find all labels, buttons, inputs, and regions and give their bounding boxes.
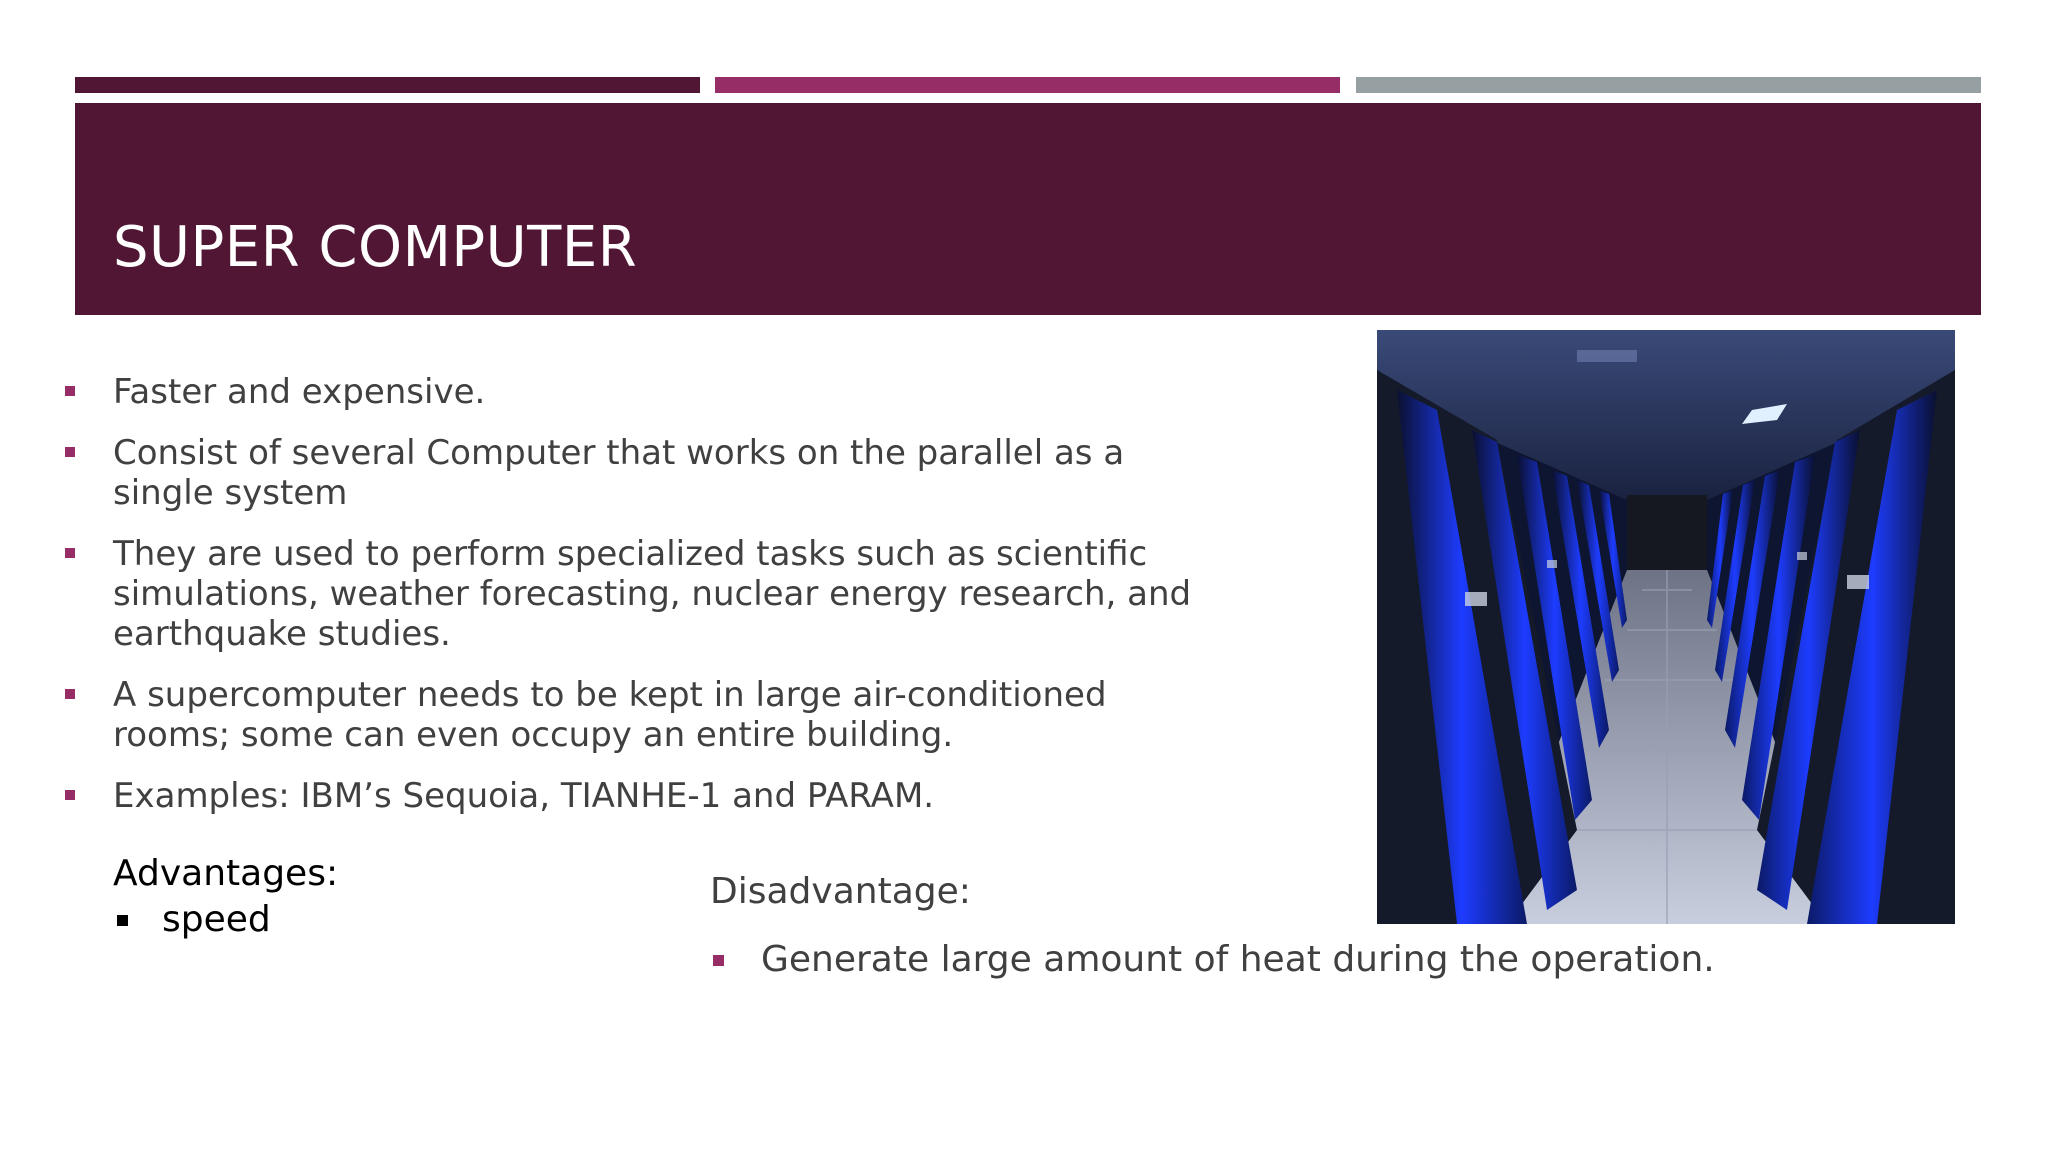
accent-bar-dark	[75, 77, 700, 93]
supercomputer-photo	[1377, 330, 1955, 924]
bullet-text: They are used to perform specialized tasks such as scientific simulations, weather forecasting, nuclear energy research, and earthquake studies.	[113, 534, 1192, 654]
bullet-text: Faster and expensive.	[113, 372, 486, 412]
disadvantage-text: Generate large amount of heat during the operation.	[761, 939, 1715, 980]
bullet-text: A supercomputer needs to be kept in large air-conditioned rooms; some can even occupy an entire building.	[113, 675, 1107, 755]
disadvantage-item	[710, 938, 1715, 982]
bullet-item	[62, 433, 1192, 513]
slide-title: SUPER COMPUTER	[113, 215, 638, 280]
bullet-item	[62, 534, 1192, 654]
accent-bar-magenta	[715, 77, 1340, 93]
bullet-item	[62, 372, 1192, 412]
square-bullet-icon	[65, 790, 75, 800]
square-bullet-icon	[65, 447, 75, 457]
accent-bar-gray	[1356, 77, 1981, 93]
advantage-item	[113, 898, 271, 942]
disadvantage-list	[710, 938, 1715, 982]
disadvantage-heading: Disadvantage:	[710, 871, 971, 912]
square-bullet-icon	[65, 386, 75, 396]
square-bullet-icon	[713, 955, 724, 966]
bullet-text: Consist of several Computer that works on the parallel as a single system	[113, 433, 1125, 513]
advantages-list	[113, 898, 271, 942]
title-band	[75, 103, 1981, 315]
supercomputer-corridor-photo-icon	[1377, 330, 1955, 924]
bullet-item	[62, 776, 1192, 816]
advantage-text: speed	[162, 899, 271, 940]
bullet-text: Examples: IBM’s Sequoia, TIANHE-1 and PARAM.	[113, 776, 935, 816]
bullet-item	[62, 675, 1192, 755]
square-bullet-icon	[65, 689, 75, 699]
square-bullet-icon	[117, 915, 128, 926]
square-bullet-icon	[65, 548, 75, 558]
bullet-list	[62, 372, 1192, 837]
advantages-heading: Advantages:	[113, 853, 339, 894]
